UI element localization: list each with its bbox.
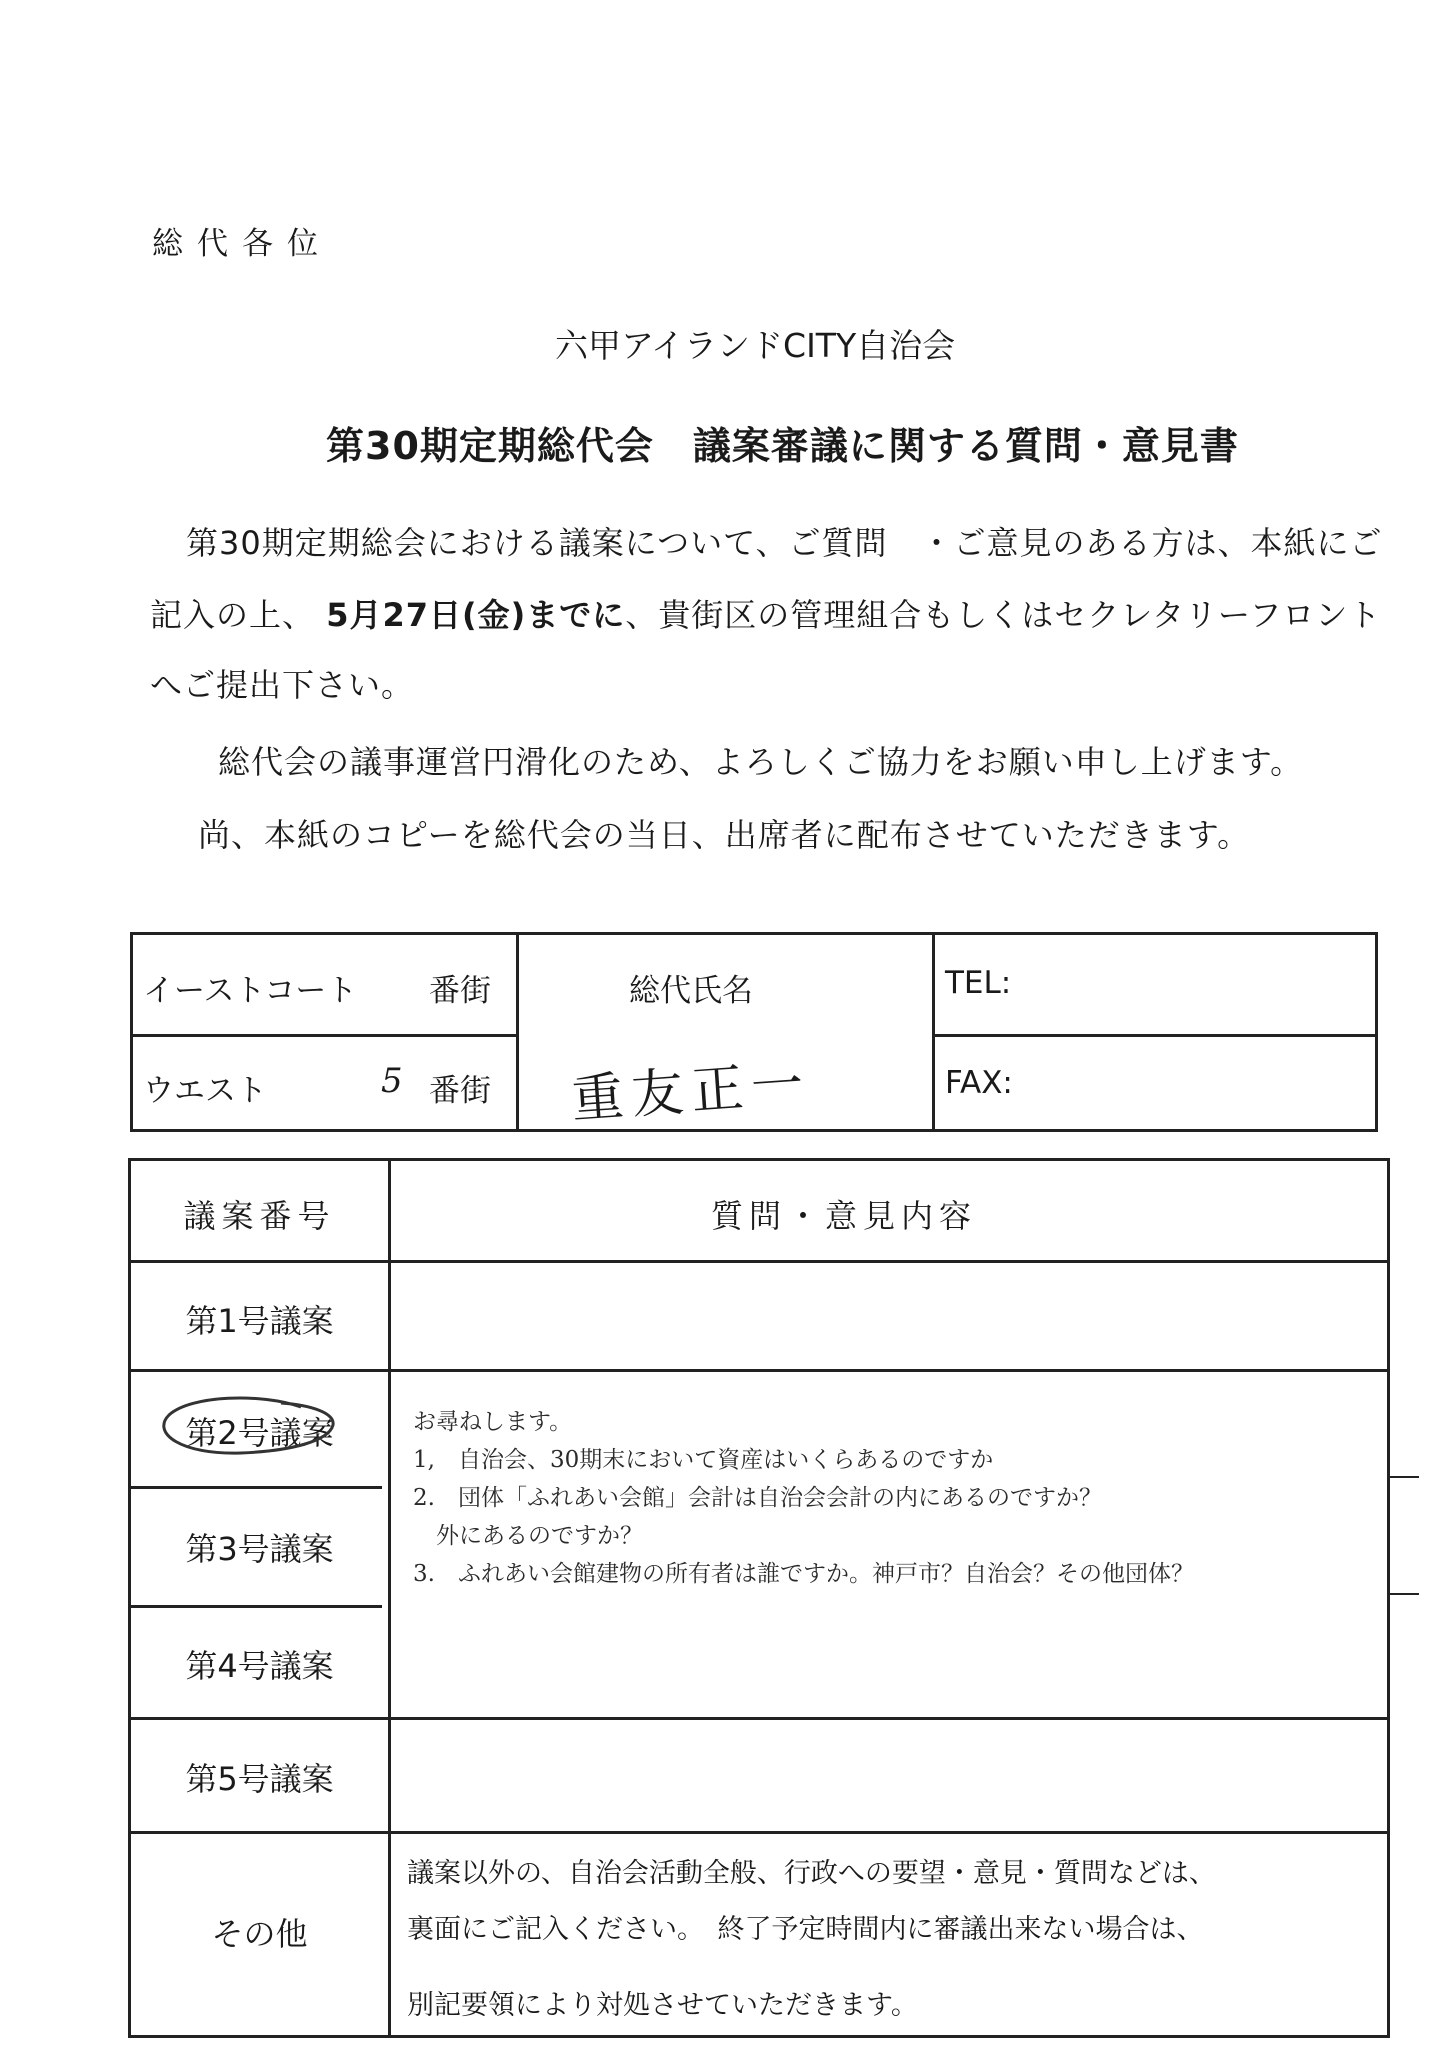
proposal-5: 第5号議案: [185, 1760, 334, 1798]
addressee: 総代各位: [152, 226, 332, 262]
header-question-content: 質問・意見内容: [711, 1197, 978, 1235]
body-line-4: 総代会の議事運営円滑化のため、よろしくご協力をお願い申し上げます。: [218, 743, 1304, 781]
east-court-suffix: 番街: [429, 973, 491, 1009]
representative-name-label: 総代氏名: [629, 973, 753, 1009]
hand-drawn-circle: [151, 1389, 351, 1469]
proposal-1: 第1号議案: [185, 1302, 334, 1340]
other-label: その他: [211, 1915, 308, 1953]
other-line-3: 別記要領により対処させていただきます。: [407, 1990, 918, 2021]
representative-name-handwritten: 重友正一: [569, 1053, 814, 1131]
body-line-2: [150, 590, 1381, 636]
question-line-5: 3. ふれあい会館建物の所有者は誰ですか。神戸市？自治会？その他団体？: [413, 1561, 1194, 1587]
question-line-2: 1, 自治会、30期末において資産はいくらあるのですか: [413, 1447, 994, 1473]
east-court-label: イーストコート: [143, 973, 358, 1009]
other-line-2: 裏面にご記入ください。 終了予定時間内に審議出来ない場合は、: [407, 1914, 1204, 1945]
other-line-1: 議案以外の、自治会活動全般、行政への要望・意見・質問などは、: [407, 1858, 1216, 1889]
proposal-2: 第2号議案: [185, 1414, 334, 1452]
body-line-2-post: 、貴街区の管理組合もしくはセクレタリーフロント: [625, 596, 1382, 634]
deadline-date: 5月27日(金)までに: [326, 596, 626, 634]
proposal-questions-table: [128, 1158, 1390, 2038]
proposal-3: 第3号議案: [185, 1530, 334, 1568]
organization-name: 六甲アイランドCITY自治会: [555, 326, 956, 365]
body-line-2-pre: 記入の上、: [150, 596, 316, 634]
body-line-1: 第30期定期総会における議案について、ご質問 ・ご意見のある方は、本紙にご: [186, 524, 1383, 562]
question-line-1: お尋ねします。: [413, 1409, 573, 1435]
question-line-3: 2. 団体「ふれあい会館」会計は自治会会計の内にあるのですか？: [413, 1485, 1102, 1511]
proposal-4: 第4号議案: [185, 1647, 334, 1685]
fax-label: FAX:: [945, 1065, 1013, 1101]
west-block-number: 5: [381, 1061, 403, 1101]
west-label: ウエスト: [143, 1073, 267, 1109]
header-proposal-number: 議案番号: [183, 1197, 336, 1235]
west-suffix: 番街: [429, 1073, 491, 1109]
question-line-4: 外にあるのですか？: [413, 1523, 643, 1549]
tel-label: TEL:: [945, 965, 1012, 1001]
body-line-5: 尚、本紙のコピーを総代会の当日、出席者に配布させていただきます。: [198, 816, 1251, 854]
representative-info-table: [130, 932, 1378, 1132]
body-line-3: へご提出下さい。: [150, 666, 415, 704]
document-title: 第30期定期総代会 議案審議に関する質問・意見書: [326, 424, 1239, 468]
